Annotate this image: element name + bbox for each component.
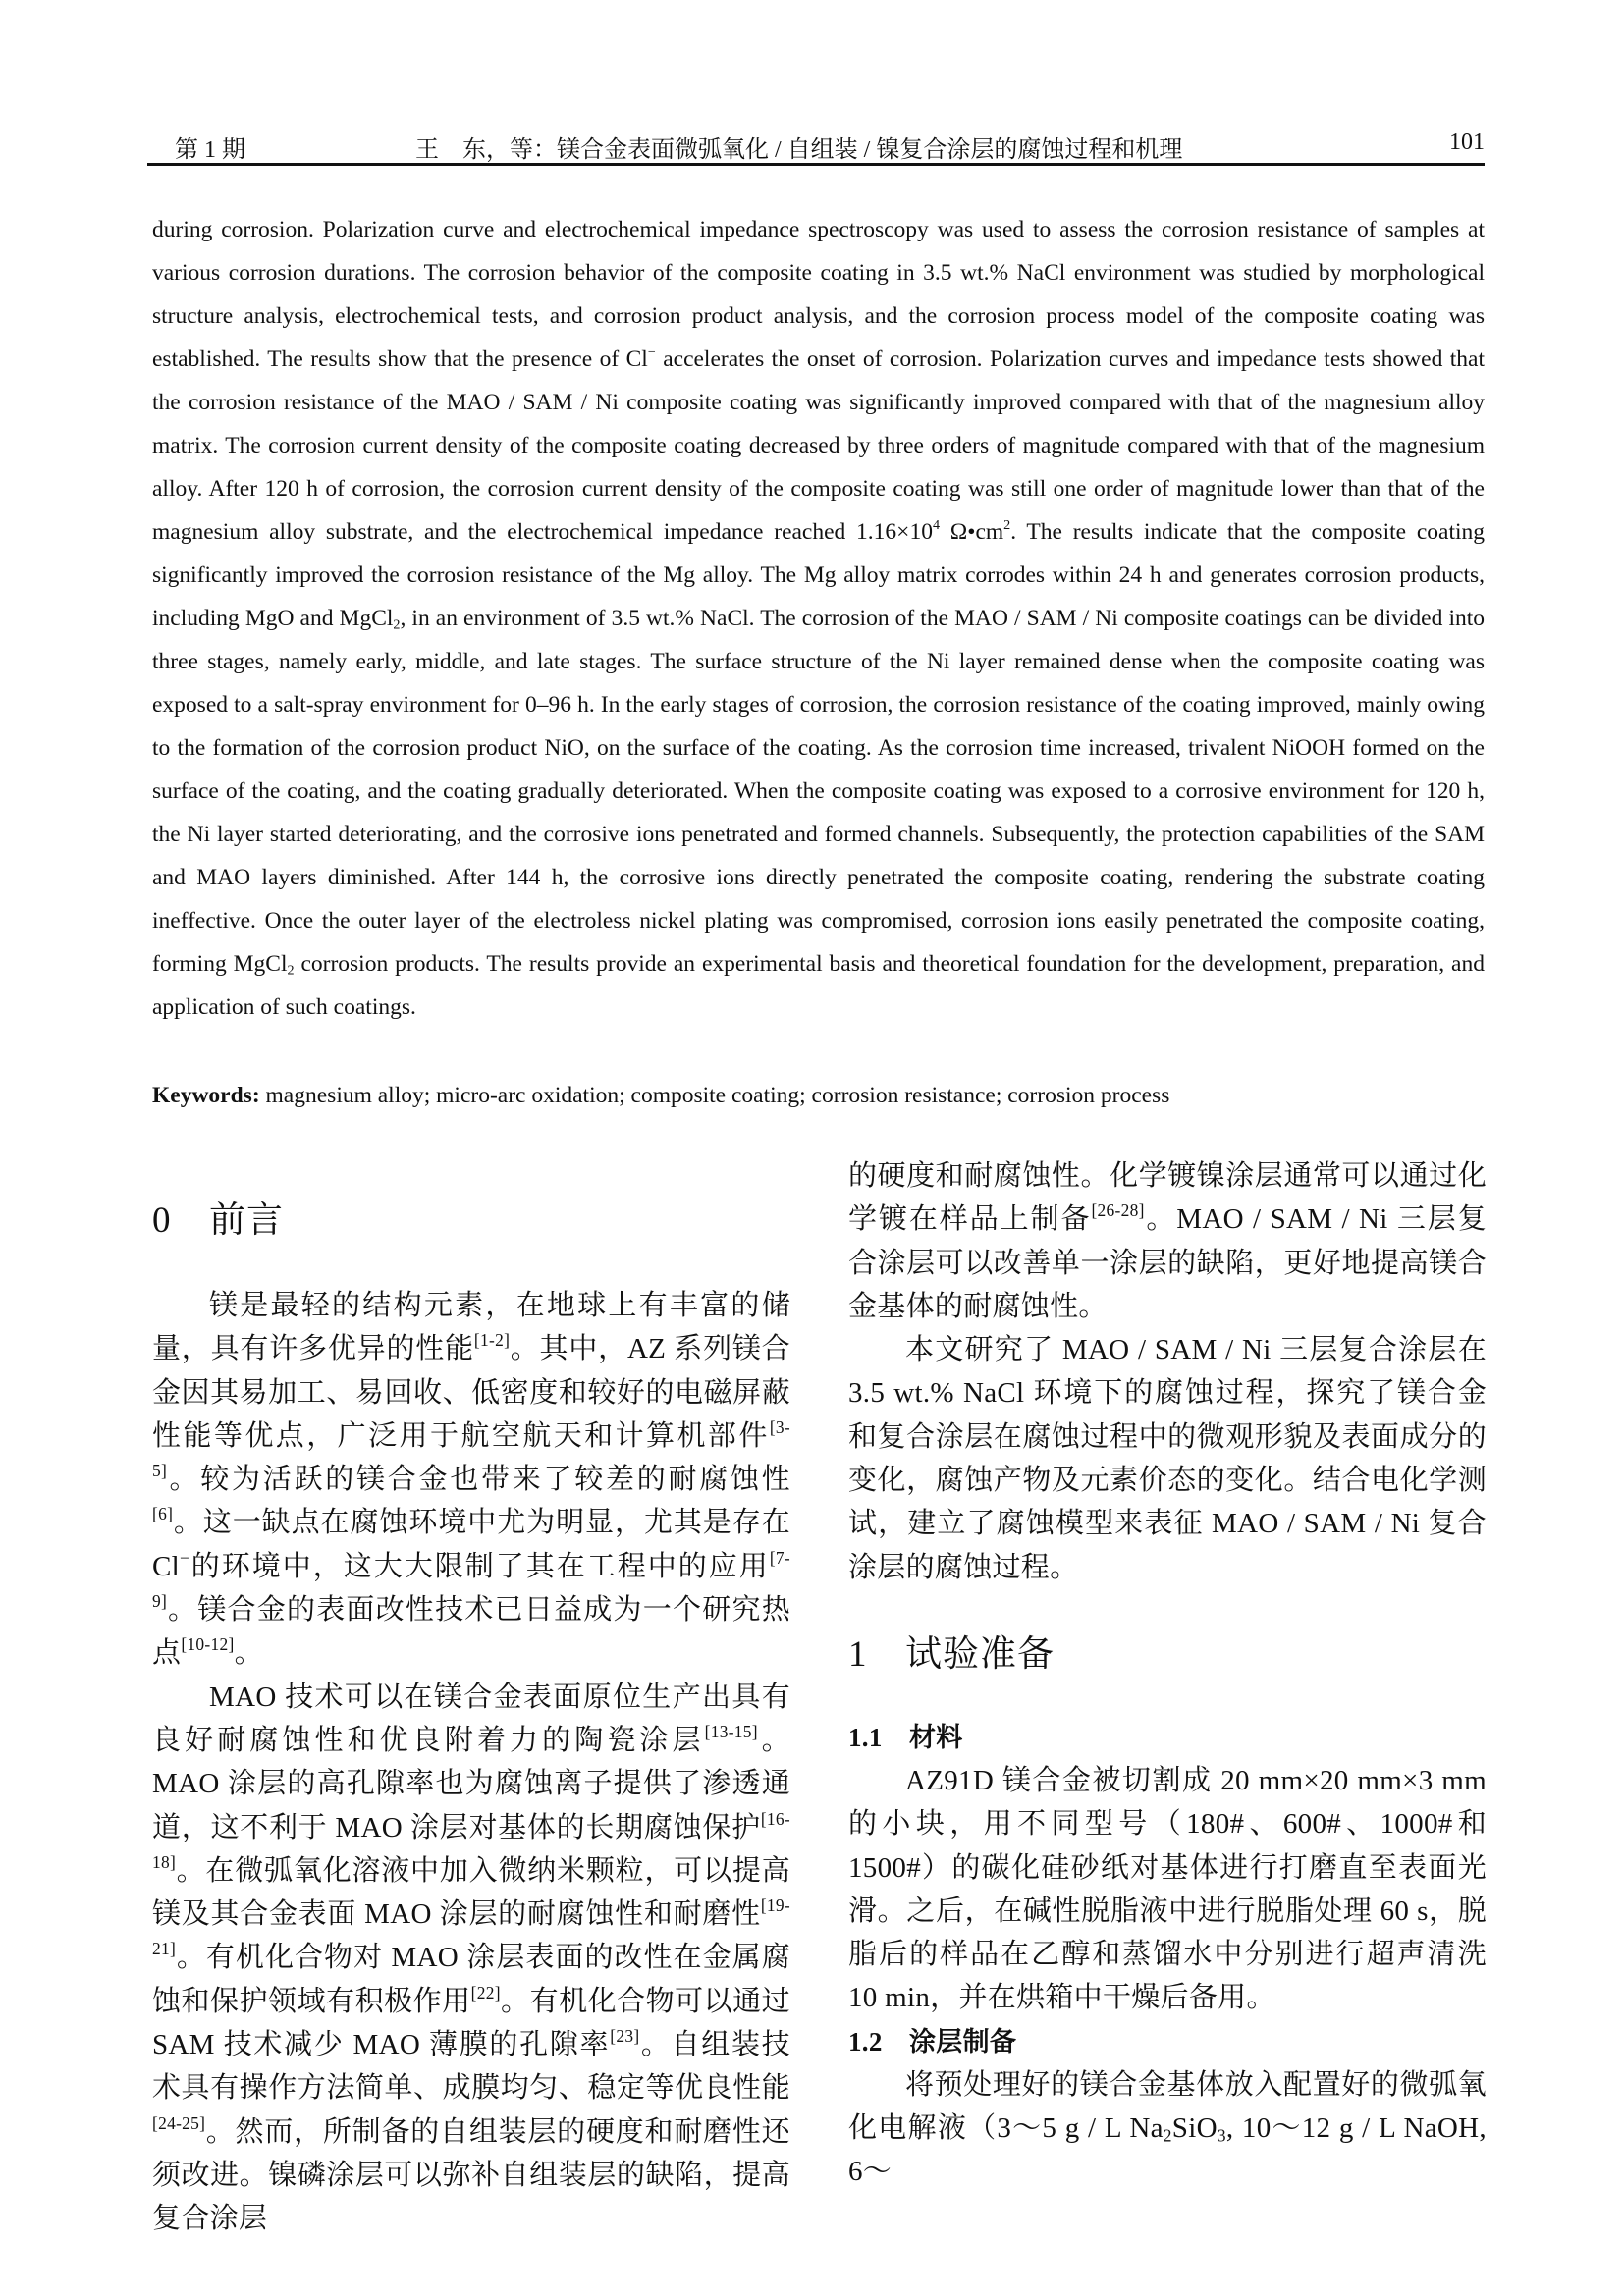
paragraph	[848, 1759, 1487, 2020]
subsection-number: 1.2	[848, 2026, 883, 2056]
superscript: [13-15]	[704, 1721, 758, 1741]
text-run: , in an environment of 3.5 wt.% NaCl. The corrosion of the MAO / SAM / Ni composite coatings can be divided into three stages, namely early, middle, and late stages. The surface structure of the Ni layer remained dense when the composite coating was exposed to a salt-spray environment for 0–96 h. In the early stages of corrosion, the corrosion resistance of the coating improved, mainly owing to the formation of the corrosion product NiO, on the surface of the coating. As the corrosion time increased, trivalent NiOOH formed on the surface of the coating, and the coating gradually deteriorated. When the composite coating was exposed to a corrosive environment for 120 h, the Ni layer started deteriorating, and the corrosive ions penetrated and formed channels. Subsequently, the protection capabilities of the SAM and MAO layers diminished. After 144 h, the corrosive ions directly penetrated the composite coating, rendering the substrate coating ineffective. Once the outer layer of the electroless nickel plating was compromised, corrosion ions easily penetrated the composite coating, forming MgCl	[152, 606, 1486, 977]
issue-label: 第 1 期	[175, 137, 245, 163]
superscript: [7-9]	[152, 1547, 790, 1611]
superscript: [1-2]	[473, 1330, 511, 1351]
keywords-label: Keywords:	[152, 1083, 260, 1108]
superscript: [22]	[470, 1982, 501, 2002]
text-run: 本文研究了 MAO / SAM / Ni 三层复合涂层在 3.5 wt.% NaCl 环境下的腐蚀过程，探究了镁合金和复合涂层在腐蚀过程中的微观形貌及表面成分的变化，腐蚀产物及元素价态的变化。结合电化学测试，建立了腐蚀模型来表征 MAO / SAM / Ni 复合涂层的腐蚀过程。	[848, 1334, 1487, 1583]
text-run: 。MAO 涂层的高孔隙率也为腐蚀离子提供了渗透通道，这不利于 MAO 涂层对基体的长期腐蚀保护	[152, 1724, 790, 1843]
text-run: 的硬度和耐腐蚀性。化学镀镍涂层通常可以通过化学镀在样品上制备	[848, 1160, 1487, 1236]
text-run: corrosion products. The results provide an experimental basis and theoretical foundation for the development, preparation, and application of such coatings.	[152, 951, 1485, 1020]
text-run: 的环境中，这大大限制了其在工程中的应用	[189, 1550, 770, 1582]
running-title: 王 东，等：镁合金表面微弧氧化 / 自组装 / 镍复合涂层的腐蚀过程和机理	[415, 137, 1183, 163]
abstract-text	[152, 208, 1485, 1029]
text-run: 。然而，所制备的自组装层的硬度和耐磨性还须改进。镍磷涂层可以弥补自组装层的缺陷，提高复合涂层	[152, 2115, 790, 2235]
section-number: 0	[152, 1201, 172, 1241]
superscript: [6]	[152, 1504, 174, 1524]
right-column	[848, 1154, 1487, 1589]
text-run: 。MAO / SAM / Ni 三层复合涂层可以改善单一涂层的缺陷，更好地提高镁合金基体的耐腐蚀性。	[848, 1203, 1487, 1322]
text-run: 。这一缺点在腐蚀环境中尤为明显，尤其是存在 Cl	[152, 1507, 790, 1582]
superscript: 4	[932, 517, 940, 534]
superscript: [26-28]	[1091, 1201, 1145, 1221]
superscript: −	[180, 1547, 190, 1568]
text-run: 。	[234, 1637, 263, 1670]
subsection-title: 材料	[909, 1723, 963, 1752]
section-number: 1	[848, 1634, 868, 1675]
text-run: 。较为活跃的镁合金也带来了较差的耐腐蚀性	[167, 1464, 790, 1496]
paragraph	[152, 1284, 790, 1676]
left-column	[152, 1284, 790, 2241]
subscript: 2	[1163, 2125, 1172, 2146]
text-run: 。镁合金的表面改性技术已日益成为一个研究热点	[152, 1594, 790, 1670]
paragraph	[152, 1676, 790, 2241]
superscript: [3-5]	[152, 1416, 790, 1481]
text-run: 。自组装技术具有操作方法简单、成膜均匀、稳定等优良性能	[152, 2029, 790, 2105]
subscript: 2	[287, 962, 295, 979]
text-run: AZ91D 镁合金被切割成 20 mm×20 mm×3 mm 的小块，用不同型号（180#、600#、1000#和1500#）的碳化硅砂纸对基体进行打磨直至表面光滑。之后，在碱性脱脂液中进行脱脂处理 60 s，脱脂后的样品在乙醇和蒸馏水中分别进行超声清洗 10 min，并在烘箱中干燥后备用。	[848, 1765, 1487, 2014]
keywords	[152, 1076, 1485, 1115]
text-run: 。有机化合物可以通过 SAM 技术减少 MAO 薄膜的孔隙率	[152, 1985, 790, 2061]
text-run: MAO 技术可以在镁合金表面原位生产出具有良好耐腐蚀性和优良附着力的陶瓷涂层	[152, 1681, 790, 1756]
text-run: SiO	[1171, 2112, 1218, 2145]
text-run: 镁是最轻的结构元素，在地球上有丰富的储量，具有许多优异的性能	[152, 1290, 790, 1365]
section-title: 试验准备	[905, 1634, 1055, 1675]
text-run: 。有机化合物对 MAO 涂层表面的改性在金属腐蚀和保护领域有积极作用	[152, 1942, 790, 2017]
text-run: 将预处理好的镁合金基体放入配置好的微弧氧化电解液（3～5 g / L Na	[848, 2068, 1487, 2145]
superscript: [19-21]	[152, 1895, 790, 1959]
subscript: 2	[393, 616, 401, 633]
right-column-lower	[848, 1716, 1487, 2194]
subsection-title: 涂层制备	[909, 2026, 1017, 2056]
subsection-number: 1.1	[848, 1723, 883, 1752]
keywords-text: magnesium alloy; micro-arc oxidation; composite coating; corrosion resistance; corrosion process	[259, 1083, 1170, 1108]
superscript: 2	[1003, 517, 1011, 534]
text-run: Ω•cm	[940, 519, 1004, 545]
section-heading-1	[848, 1624, 1055, 1677]
running-header	[175, 130, 1485, 163]
subscript: 3	[1217, 2125, 1226, 2146]
text-run: , 10～12 g / L NaOH, 6～	[848, 2112, 1487, 2188]
text-run: 。其中，AZ 系列镁合金因其易加工、易回收、低密度和较好的电磁屏蔽性能等优点，广泛用于航空航天和计算机部件	[152, 1333, 790, 1452]
superscript: −	[647, 345, 656, 361]
paragraph	[848, 1328, 1487, 1589]
page-number: 101	[1449, 130, 1485, 155]
paragraph	[848, 2063, 1487, 2194]
paragraph	[848, 1154, 1487, 1328]
text-run: . The results indicate that the composite coating significantly improved the corrosion resistance of the Mg alloy. The Mg alloy matrix corrodes within 24 h and generates corrosion products, including MgO and MgCl	[152, 519, 1486, 631]
text-run: accelerates the onset of corrosion. Polarization curves and impedance tests showed that the corrosion resistance of the MAO / SAM / Ni composite coating was significantly improved compared with that of the magnesium alloy matrix. The corrosion current density of the composite coating decreased by three orders of magnitude compared with that of the magnesium alloy. After 120 h of corrosion, the corrosion current density of the composite coating was still one order of magnitude lower than that of the magnesium alloy substrate, and the electrochemical impedance reached 1.16×10	[152, 347, 1485, 545]
superscript: [23]	[610, 2025, 640, 2046]
text-run: during corrosion. Polarization curve and electrochemical impedance spectroscopy was used to assess the corrosion resistance of samples at various corrosion durations. The corrosion behavior of the composite coating in 3.5 wt.% NaCl environment was studied by morphological structure analysis, electrochemical tests, and corrosion product analysis, and the corrosion process model of the composite coating was established. The results show that the presence of Cl	[152, 217, 1485, 372]
superscript: [10-12]	[181, 1634, 235, 1655]
subsection-heading-1-2	[848, 2020, 1487, 2063]
subsection-heading-1-1	[848, 1716, 1487, 1759]
text-run: 。在微弧氧化溶液中加入微纳米颗粒，可以提高镁及其合金表面 MAO 涂层的耐腐蚀性和耐磨性	[152, 1854, 790, 1931]
header-rule	[147, 163, 1485, 166]
section-heading-0	[152, 1190, 284, 1243]
superscript: [16-18]	[152, 1808, 790, 1872]
superscript: [24-25]	[152, 2112, 206, 2133]
section-title: 前言	[209, 1201, 284, 1241]
